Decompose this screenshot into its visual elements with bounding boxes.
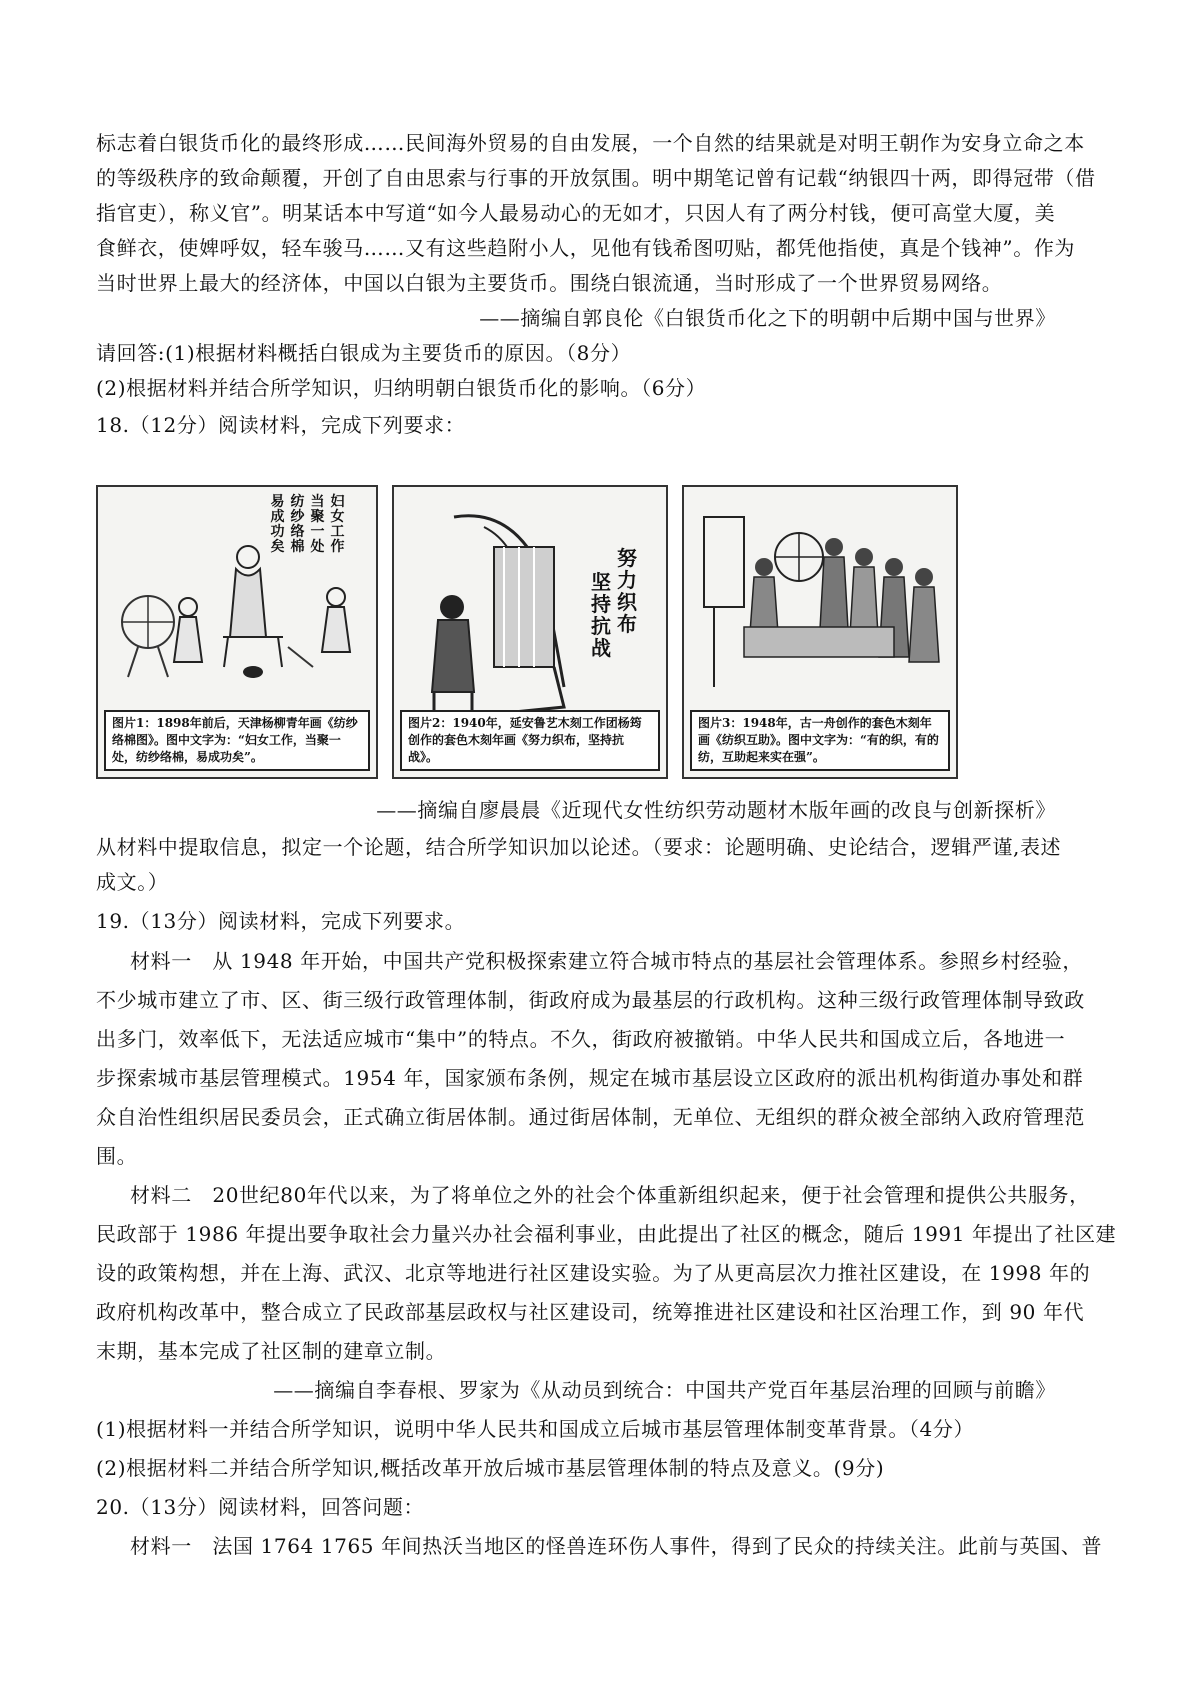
- question-20-header: 20.（13分）阅读材料，回答问题：: [96, 1495, 425, 1519]
- material19-2-line-2: 民政部于 1986 年提出要争取社会力量兴办社会福利事业，由此提出了社区的概念，随后 1991 年提出了社区建: [96, 1222, 1117, 1246]
- material19-1-line-2: 不少城市建立了市、区、街三级行政管理体制，街政府成为最基层的行政机构。这种三级行政管理体制导致政: [96, 988, 1085, 1012]
- question-17-2: (2)根据材料并结合所学知识，归纳明朝白银货币化的影响。（6分）: [96, 376, 707, 400]
- material19-2-line-3: 设的政策构想，并在上海、武汉、北京等地进行社区建设实验。为了从更高层次力推社区建设，在 1998 年的: [96, 1261, 1091, 1285]
- figure-3: [682, 485, 958, 779]
- figure-2: [392, 485, 668, 779]
- figure-1-inscription-col-1: 妇女工作: [330, 494, 345, 555]
- figure-1-inscription-col-3: 纺纱络棉: [290, 494, 305, 555]
- material19-1-line-5: 众自治性组织居民委员会，正式确立街居体制。通过街居体制，无单位、无组织的群众被全部纳入政府管理范: [96, 1105, 1085, 1129]
- question-19-2: (2)根据材料二并结合所学知识,概括改革开放后城市基层管理体制的特点及意义。(9分): [96, 1456, 885, 1480]
- material17-line-2: 的等级秩序的致命颠覆，开创了自由思索与行事的开放氛围。明中期笔记曾有记载“纳银四十两，即得冠带（借: [96, 166, 1096, 190]
- figure-3-caption: 图片3：1948年，古一舟创作的套色木刻年画《纺织互助》。图中文字为：“有的织，有的纺，互助起来实在强”。: [690, 710, 950, 771]
- figure-2-caption: 图片2：1940年，延安鲁艺木刻工作团杨筠创作的套色木刻年画《努力织布，坚持抗战》。: [400, 710, 660, 771]
- figure-1-inscription-col-2: 当聚一处: [310, 494, 325, 555]
- figure-1: [96, 485, 378, 779]
- material19-1-line-3: 出多门，效率低下，无法适应城市“集中”的特点。不久，街政府被撤销。中华人民共和国成立后，各地进一: [96, 1027, 1066, 1051]
- source-17: ——摘编自郭良伦《白银货币化之下的明朝中后期中国与世界》: [479, 306, 1056, 330]
- source-19: ——摘编自李春根、罗家为《从动员到统合：中国共产党百年基层治理的回顾与前瞻》: [273, 1378, 1056, 1402]
- material19-1-line-6: 围。: [96, 1144, 138, 1168]
- material17-line-5: 当时世界上最大的经济体，中国以白银为主要货币。围绕白银流通，当时形成了一个世界贸易网络。: [96, 271, 1003, 295]
- figure-2-inscription-col-2: 坚持抗战: [591, 570, 611, 660]
- question-17-1: 请回答:(1)根据材料概括白银成为主要货币的原因。（8分）: [96, 341, 632, 365]
- question-18-task-line-2: 成文。）: [96, 870, 169, 894]
- material19-2-line-1: 材料二 20世纪80年代以来，为了将单位之外的社会个体重新组织起来，便于社会管理和提供公共服务，: [130, 1183, 1090, 1207]
- material19-1-line-1: 材料一 从 1948 年开始，中国共产党积极探索建立符合城市特点的基层社会管理体系。参照乡村经验，: [130, 949, 1084, 973]
- material19-1-line-4: 步探索城市基层管理模式。1954 年，国家颁布条例，规定在城市基层设立区政府的派出机构街道办事处和群: [96, 1066, 1084, 1090]
- material17-line-3: 指官吏），称义官”。明某话本中写道“如今人最易动心的无如才，只因人有了两分村钱，便可高堂大厦，美: [96, 201, 1056, 225]
- question-19-1: (1)根据材料一并结合所学知识，说明中华人民共和国成立后城市基层管理体制变革背景。（4分）: [96, 1417, 975, 1441]
- question-18-header: 18.（12分）阅读材料，完成下列要求：: [96, 413, 466, 437]
- figure-2-inscription-col-1: 努力织布: [617, 546, 637, 636]
- material17-line-4: 食鲜衣，使婢呼奴，轻车骏马……又有这些趋附小人，见他有钱希图叨贴，都凭他指使，真是个钱神”。作为: [96, 236, 1076, 260]
- figure-1-inscription-col-4: 易成功矣: [270, 494, 285, 555]
- source-18: ——摘编自廖晨晨《近现代女性纺织劳动题材木版年画的改良与创新探析》: [376, 798, 1056, 822]
- material19-2-line-5: 末期，基本完成了社区制的建章立制。: [96, 1339, 447, 1363]
- woodcut-figures: [96, 485, 966, 780]
- question-18-task-line-1: 从材料中提取信息，拟定一个论题，结合所学知识加以论述。（要求：论题明确、史论结合，逻辑严谨,表述: [96, 835, 1062, 859]
- material19-2-line-4: 政府机构改革中，整合成立了民政部基层政权与社区建设司，统筹推进社区建设和社区治理工作，到 90 年代: [96, 1300, 1085, 1324]
- material20-1-line-1: 材料一 法国 1764 1765 年间热沃当地区的怪兽连环伤人事件，得到了民众的持续关注。此前与英国、普: [130, 1534, 1103, 1558]
- question-19-header: 19.（13分）阅读材料，完成下列要求。: [96, 909, 466, 933]
- figure-1-caption: 图片1：1898年前后，天津杨柳青年画《纺纱络棉图》。图中文字为：“妇女工作，当聚一处，纺纱络棉，易成功矣”。: [104, 710, 370, 771]
- material17-line-1: 标志着白银货币化的最终形成……民间海外贸易的自由发展，一个自然的结果就是对明王朝作为安身立命之本: [96, 131, 1085, 155]
